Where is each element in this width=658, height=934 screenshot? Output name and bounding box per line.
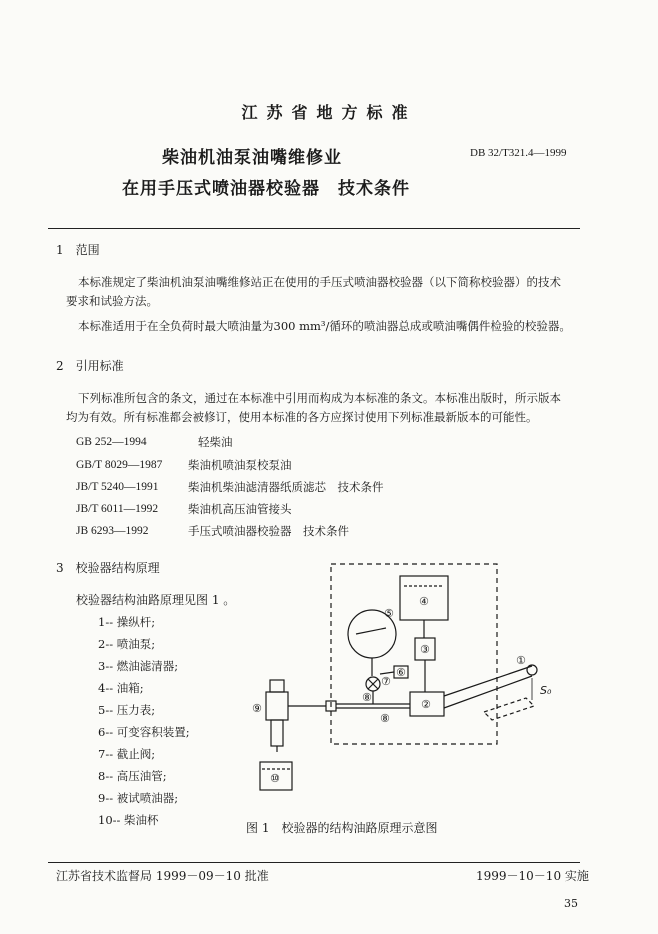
legend-item: 5-- 压力表;	[98, 703, 156, 717]
title-line-1: 柴油机油泵油嘴维修业	[162, 148, 342, 168]
standard-code: DB 32/T321.4—1999	[470, 147, 567, 159]
label-s0: S₀	[540, 684, 552, 697]
injector-top	[270, 680, 284, 692]
section-1-paragraph-2: 本标准适用于在全负荷时最大喷油量为300 mm³/循环的喷油器总成或喷油嘴偶件检验的校验器。	[78, 319, 571, 333]
label-1: ①	[516, 654, 526, 667]
section-3-heading: 3 校验器结构原理	[56, 561, 160, 575]
section-2-paragraph: 下列标准所包含的条文，通过在本标准中引用而构成为本标准的条文。本标准出版时，所示版本均为有效。所有标准都会被修订，使用本标准的各方应探讨使用下列标准最新版本的可能性。	[66, 391, 561, 424]
reference-code: JB 6293—1992	[76, 525, 149, 537]
reference-name: 柴油机柴油滤清器纸质滤芯 技术条件	[188, 480, 384, 494]
section-3-paragraph: 校验器结构油路原理见图 1 。	[76, 593, 236, 607]
page-number: 35	[564, 897, 578, 910]
section-1-heading: 1 范围	[56, 243, 100, 257]
reference-name: 柴油机高压油管接头	[188, 502, 292, 516]
reference-code: GB/T 8029—1987	[76, 459, 163, 471]
gauge-needle	[356, 628, 386, 634]
reference-name: 柴油机喷油泵校泵油	[188, 458, 292, 472]
label-5: ⑤	[384, 607, 394, 620]
legend-item: 1-- 操纵杆;	[98, 615, 156, 629]
legend-item: 9-- 被试喷油器;	[98, 791, 179, 805]
legend-item: 4-- 油箱;	[98, 681, 144, 695]
lever-lower-position	[484, 698, 534, 720]
label-8b: ⑧	[380, 712, 390, 725]
pipe-valve-device	[380, 672, 394, 674]
label-6: ⑥	[396, 666, 406, 679]
reference-code: JB/T 6011—1992	[76, 503, 159, 515]
injector-nozzle-body	[271, 720, 283, 746]
tested-injector	[266, 692, 288, 720]
label-7: ⑦	[381, 675, 391, 688]
legend-item: 7-- 截止阀;	[98, 747, 156, 761]
label-3: ③	[420, 643, 430, 656]
label-9: ⑨	[252, 702, 262, 715]
legend-item: 2-- 喷油泵;	[98, 637, 156, 651]
legend-item: 8-- 高压油管;	[98, 769, 167, 783]
reference-name: 轻柴油	[198, 435, 233, 449]
legend-item: 3-- 燃油滤清器;	[98, 659, 179, 673]
oil-circuit-diagram	[240, 556, 570, 826]
label-8: ⑧	[362, 691, 372, 704]
legend-item: 10-- 柴油杯	[98, 813, 159, 827]
label-2: ②	[421, 698, 431, 711]
footer-rule	[48, 862, 580, 863]
section-2-heading: 2 引用标准	[56, 359, 124, 373]
header-rule	[48, 228, 580, 229]
label-10: ⑩	[270, 772, 280, 785]
title-line-2: 在用手压式喷油器校验器 技术条件	[122, 179, 410, 199]
effective-date: 1999－10－10 实施	[476, 869, 589, 883]
enclosure-dashed-box	[331, 564, 497, 744]
label-4: ④	[419, 595, 429, 608]
figure-caption: 图 1 校验器的结构油路原理示意图	[246, 821, 438, 835]
reference-name: 手压式喷油器校验器 技术条件	[188, 524, 349, 538]
approval-line: 江苏省技术监督局 1999－09－10 批准	[56, 869, 269, 883]
legend-item: 6-- 可变容积装置;	[98, 725, 190, 739]
issuing-organization: 江苏省地方标准	[241, 103, 417, 122]
section-1-paragraph-1: 本标准规定了柴油机油泵油嘴维修站正在使用的手压式喷油器校验器（以下简称校验器）的技术要求和试验方法。	[66, 275, 561, 308]
reference-code: GB 252—1994	[76, 436, 147, 448]
reference-code: JB/T 5240—1991	[76, 481, 159, 493]
